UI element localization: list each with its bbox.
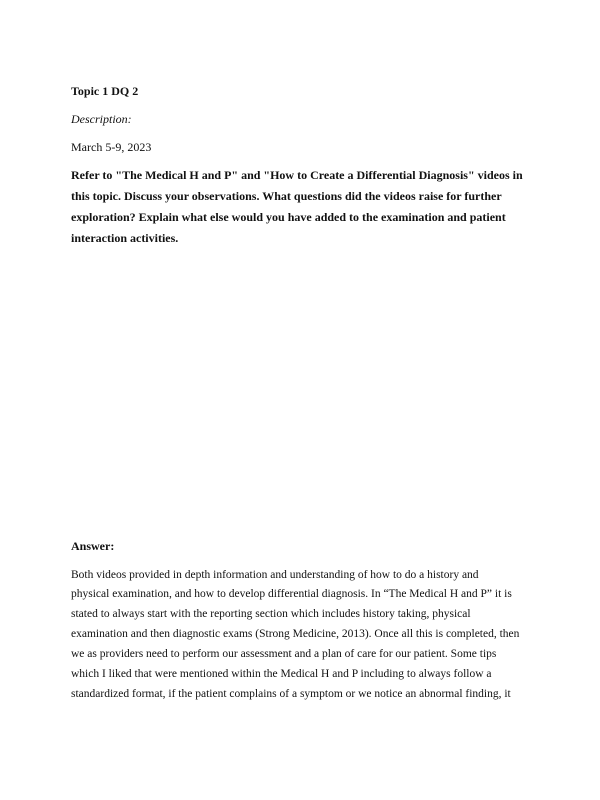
date-line: March 5-9, 2023	[71, 140, 152, 154]
description-label: Description:	[71, 112, 132, 126]
prompt-line: exploration? Explain what else would you have added to the examination and patient	[71, 210, 506, 224]
answer-line: examination and then diagnostic exams (Strong Medicine, 2013). Once all this is completed, then	[71, 628, 520, 640]
answer-line: stated to always start with the reporting section which includes history taking, physical	[71, 608, 471, 620]
answer-line: we as providers need to perform our assessment and a plan of care for our patient. Some tips	[71, 648, 497, 660]
answer-line: which I liked that were mentioned within the Medical H and P including to always follow a	[71, 668, 492, 680]
prompt-line: Refer to "The Medical H and P" and "How to Create a Differential Diagnosis" videos in	[71, 168, 523, 182]
prompt-line: interaction activities.	[71, 231, 179, 245]
answer-line: standardized format, if the patient complains of a symptom or we notice an abnormal finding, it	[71, 688, 511, 700]
answer-line: physical examination, and how to develop differential diagnosis. In “The Medical H and P” it is	[71, 588, 512, 600]
answer-line: Both videos provided in depth information and understanding of how to do a history and	[71, 569, 479, 581]
answer-label: Answer:	[71, 539, 115, 553]
topic-title: Topic 1 DQ 2	[71, 84, 139, 98]
prompt-line: this topic. Discuss your observations. What questions did the videos raise for further	[71, 189, 502, 203]
